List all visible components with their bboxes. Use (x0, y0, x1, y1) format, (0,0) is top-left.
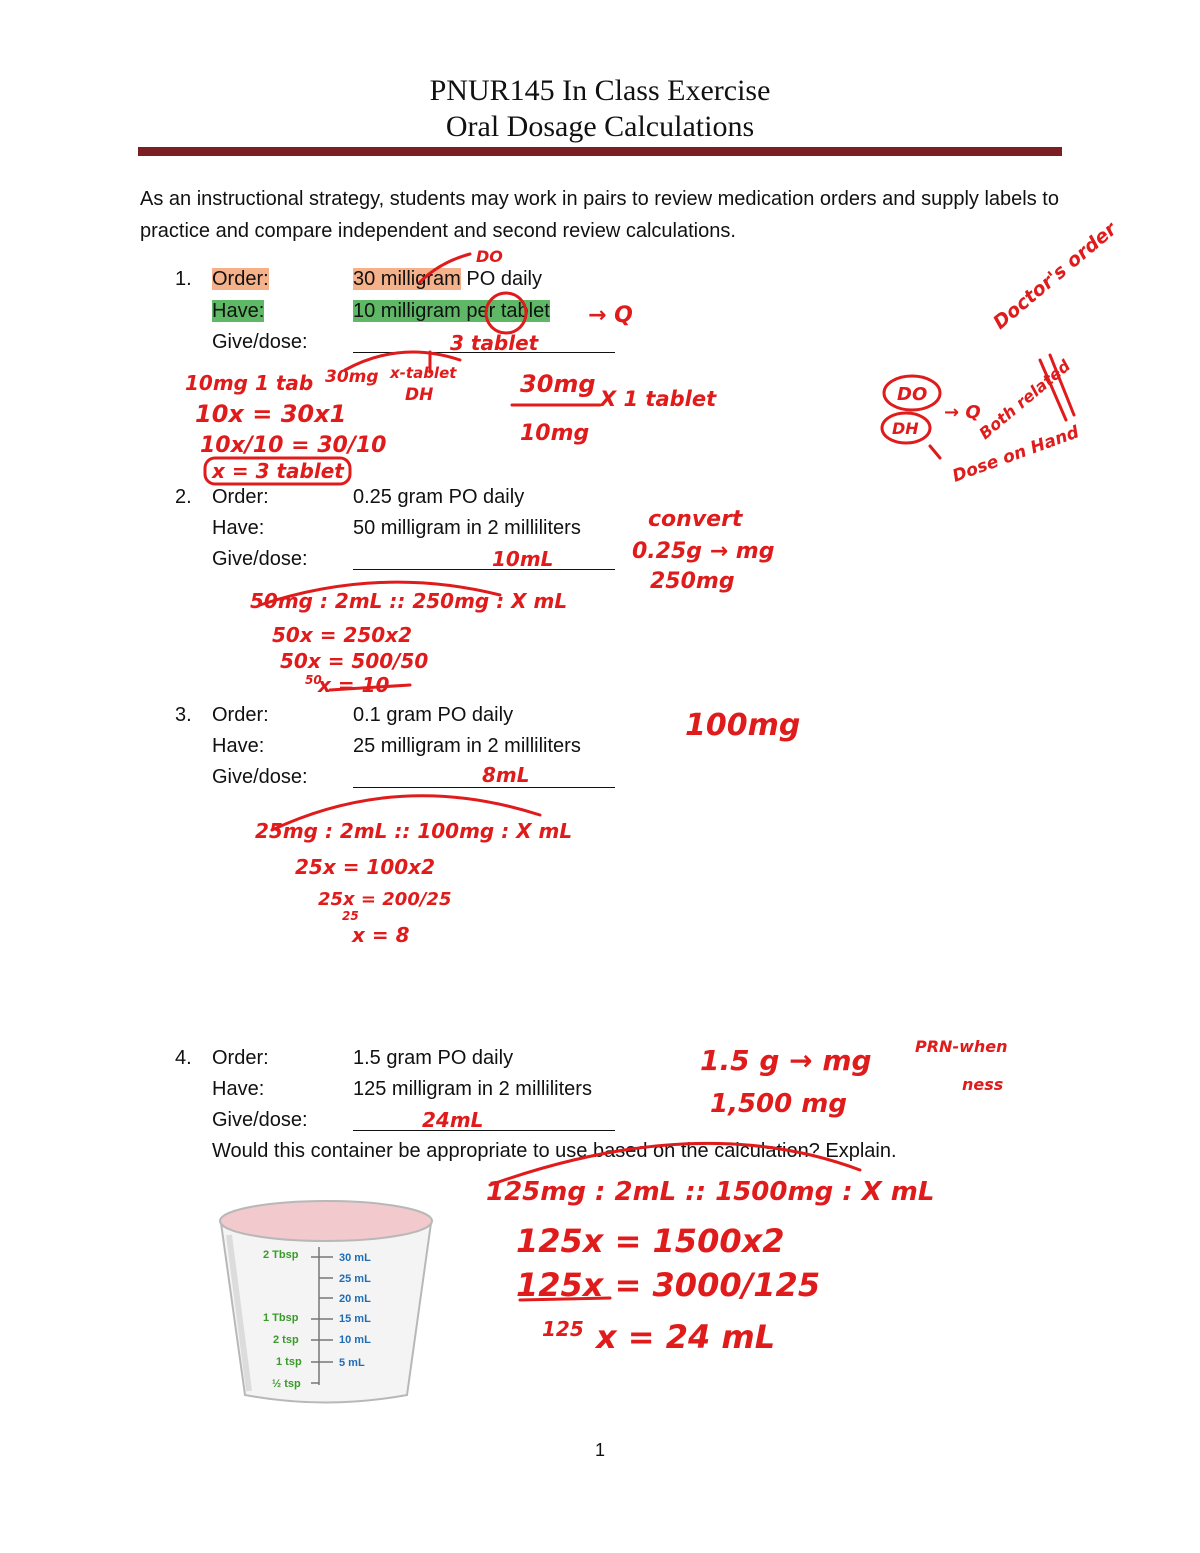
problem-3-have-value: 25 milligram in 2 milliliters (353, 735, 581, 757)
hw-3-tablet: 3 tablet (450, 331, 539, 355)
problem-3-order-value: 0.1 gram PO daily (353, 704, 514, 726)
medicine-cup-illustration (215, 1195, 437, 1410)
problem-3-order-label: Order: (212, 704, 269, 726)
problem-1-have-label: Have: (212, 300, 265, 322)
cup-mark-1tbsp: 1 Tbsp (263, 1312, 299, 1324)
problem-1-answer-blank (353, 352, 615, 353)
hw-q: → Q (588, 303, 633, 328)
cup-mark-2tbsp: 2 Tbsp (263, 1249, 299, 1261)
cup-mark-20ml: 20 mL (339, 1293, 371, 1305)
hw-ratio-2: 50mg : 2mL :: 250mg : X mL (250, 589, 568, 613)
hw-10x-div: 10x/10 = 30/10 (200, 433, 387, 458)
cup-mark-half-tsp: ½ tsp (272, 1378, 301, 1390)
hw-10x-30x1: 10x = 30x1 (195, 400, 347, 428)
hw-doctors-order: Doctor's order (989, 218, 1121, 334)
problem-3-have-label: Have: (212, 735, 265, 757)
problem-4-give-label: Give/dose: (212, 1109, 308, 1131)
hw-250mg: 250mg (650, 569, 735, 594)
hw-side-do: DO (897, 384, 928, 405)
hw-125-denom: 125 (542, 1317, 584, 1341)
problem-4-number: 4. (175, 1047, 192, 1069)
hw-box-answer-1 (205, 458, 350, 484)
hw-10mg-1tab: 10mg 1 tab (185, 371, 314, 395)
hw-10ml: 10mL (492, 547, 554, 571)
intro-paragraph: As an instructional strategy, students may work in pairs to review medication orders and supply labels to practice and compare independent and second review calculations. (140, 188, 1059, 242)
hw-x-10: x = 10 (318, 673, 390, 697)
hw-x-8: x = 8 (352, 923, 410, 947)
cup-mark-5ml: 5 mL (339, 1357, 365, 1369)
hw-do: DO (476, 247, 503, 266)
problem-3-give-label: Give/dose: (212, 766, 308, 788)
hw-125x-3000: 125x = 3000/125 (516, 1266, 821, 1304)
cup-mark-2tsp: 2 tsp (273, 1334, 299, 1346)
hw-ratio-4: 125mg : 2mL :: 1500mg : X mL (486, 1177, 935, 1207)
title-line-2: Oral Dosage Calculations (445, 110, 755, 143)
cup-mark-15ml: 15 mL (339, 1313, 371, 1325)
hw-arc-2 (260, 582, 500, 605)
hw-15g-mg: 1.5 g → mg (700, 1044, 872, 1077)
problem-3-number: 3. (175, 704, 192, 726)
header-rule (138, 147, 1062, 156)
cup-mark-25ml: 25 mL (339, 1273, 371, 1285)
hw-25x-200: 25x = 200/25 (318, 889, 452, 910)
hw-x-tablet: x-tablet (390, 364, 457, 382)
hw-arc-1 (345, 352, 460, 370)
hw-30mg-b: 30mg (520, 370, 596, 398)
problem-1-number: 1. (175, 268, 192, 290)
problem-4-have-label: Have: (212, 1078, 265, 1100)
cup-body (221, 1223, 431, 1403)
hw-125x-1500x2: 125x = 1500x2 (516, 1222, 785, 1260)
problem-4-question: Would this container be appropriate to use based on the calculation? Explain. (212, 1140, 897, 1162)
hw-convert: convert (648, 507, 743, 532)
cup-liquid-surface (220, 1201, 432, 1241)
title-line-1: PNUR145 In Class Exercise (429, 74, 771, 107)
hw-x-1-tablet: X 1 tablet (600, 387, 717, 411)
hw-dh: DH (405, 385, 434, 405)
cup-mark-30ml: 30 mL (339, 1252, 371, 1264)
hw-dose-on-hand: Dose on Hand (949, 422, 1082, 487)
problem-1-give-label: Give/dose: (212, 331, 308, 353)
hw-025g-mg: 0.25g → mg (632, 539, 775, 564)
hw-circle-do (884, 376, 940, 410)
hw-24ml: 24mL (422, 1108, 484, 1132)
hw-side-q: → Q (944, 402, 981, 423)
problem-2-give-label: Give/dose: (212, 548, 308, 570)
cup-mark-1tsp: 1 tsp (276, 1356, 302, 1368)
problem-2-order-value: 0.25 gram PO daily (353, 486, 525, 508)
hw-25x-100x2: 25x = 100x2 (295, 855, 435, 879)
page-number: 1 (594, 1440, 605, 1460)
problem-2-answer-blank (353, 569, 615, 570)
problem-4-order-value: 1.5 gram PO daily (353, 1047, 514, 1069)
hw-50x-250x2: 50x = 250x2 (272, 623, 412, 647)
hw-10mg-b: 10mg (520, 421, 590, 446)
problem-1-order-value: 30 milligram (353, 268, 461, 290)
hw-circle-dh (882, 413, 930, 443)
hw-100mg: 100mg (685, 708, 801, 743)
hw-ratio-3: 25mg : 2mL :: 100mg : X mL (255, 819, 573, 843)
hw-1500mg: 1,500 mg (710, 1089, 847, 1119)
hw-25-denom: 25 (342, 909, 359, 923)
hw-arc-3 (272, 796, 540, 830)
problem-1-order-label: Order: (212, 268, 269, 290)
problem-2-have-label: Have: (212, 517, 265, 539)
hw-30mg: 30mg (325, 367, 379, 387)
cup-mark-10ml: 10 mL (339, 1334, 371, 1346)
hw-side-dh: DH (892, 419, 919, 438)
hw-50x-500: 50x = 500/50 (280, 649, 429, 673)
hw-both-related: Both related (975, 356, 1074, 444)
problem-2-order-label: Order: (212, 486, 269, 508)
hw-x-3-tablet: x = 3 tablet (212, 459, 344, 483)
problem-4-have-value: 125 milligram in 2 milliliters (353, 1078, 592, 1100)
problem-4-order-label: Order: (212, 1047, 269, 1069)
problem-1-have-value: 10 milligram per tablet (353, 300, 550, 322)
hw-x-24ml: x = 24 mL (596, 1318, 776, 1356)
problem-1-order-rest: PO daily (460, 268, 542, 290)
problem-2-have-value: 50 milligram in 2 milliliters (353, 517, 581, 539)
problem-2-number: 2. (175, 486, 192, 508)
hw-8ml: 8mL (482, 763, 530, 787)
hw-prn-when: PRN-when (915, 1037, 1008, 1056)
problem-3-answer-blank (353, 787, 615, 788)
hw-50-denom: 50 (305, 673, 322, 687)
problem-4-answer-blank (353, 1130, 615, 1131)
hw-ness: ness (962, 1075, 1004, 1094)
